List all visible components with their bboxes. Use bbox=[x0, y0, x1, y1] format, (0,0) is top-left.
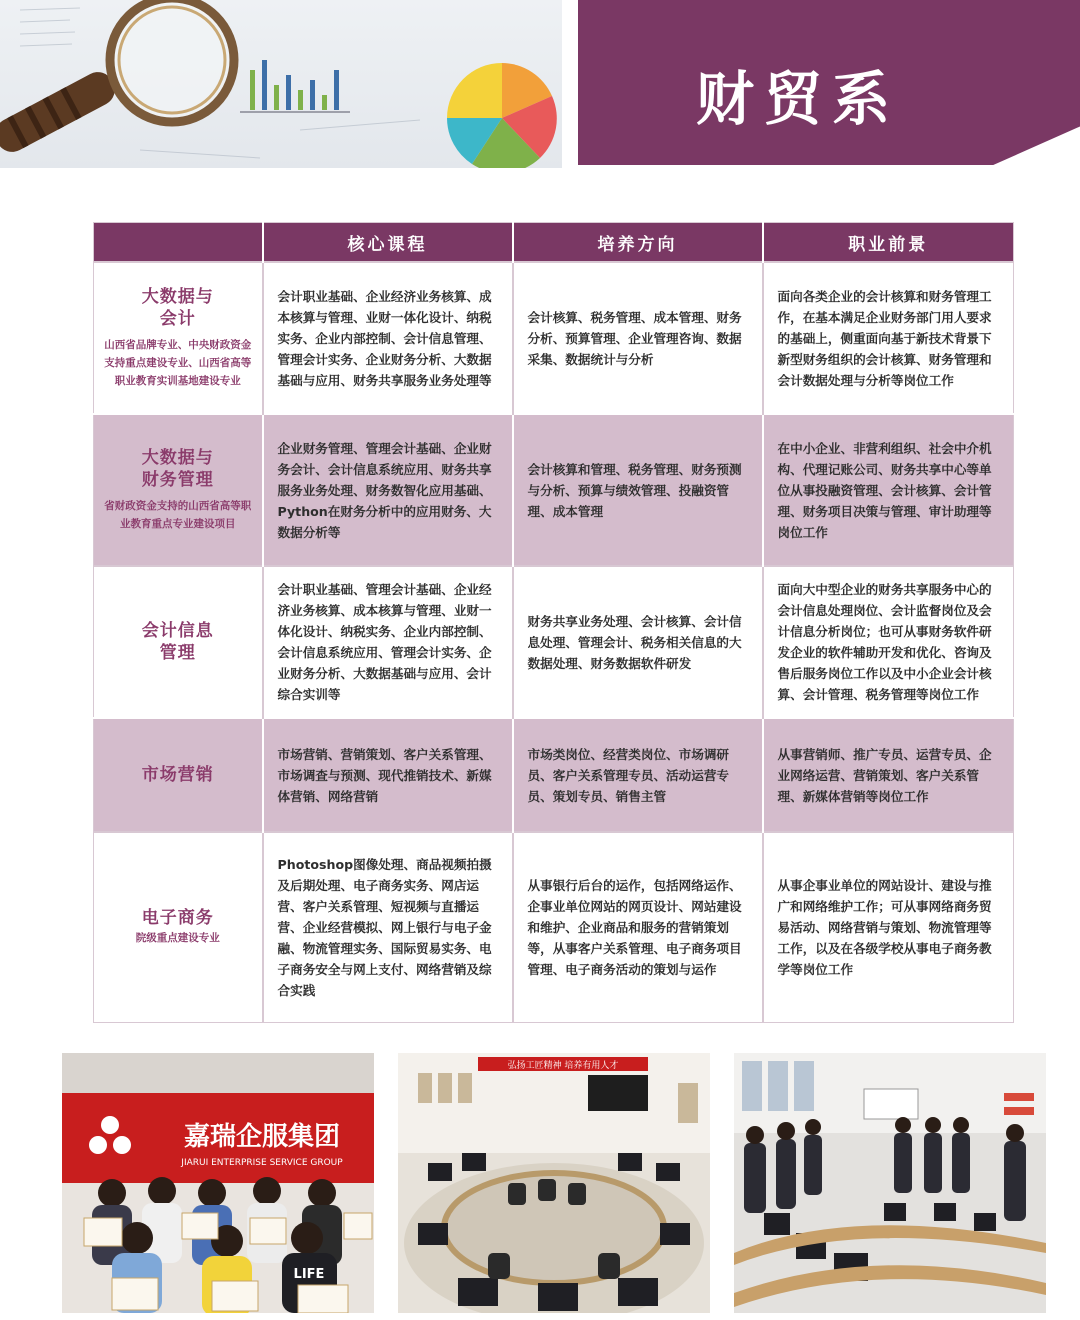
photo-training-room bbox=[734, 1053, 1046, 1313]
program-name: 大数据与 会计 bbox=[141, 287, 214, 329]
header-cell-courses: 核心课程 bbox=[263, 223, 513, 263]
table-row bbox=[94, 566, 1014, 718]
program-name: 电子商务 bbox=[141, 908, 214, 929]
direction-cell: 会计核算和管理、税务管理、财务预测与分析、预算与绩效管理、投融资管理、成本管理 bbox=[513, 414, 763, 566]
prospects-cell: 在中小企业、非营利组织、社会中介机构、代理记账公司、财务共享中心等单位从事投融资管理、会计核算、会计管理、财务项目决策与管理、审计助理等岗位工作 bbox=[763, 414, 1014, 566]
wall-screen bbox=[588, 1075, 648, 1111]
direction-cell: 市场类岗位、经营类岗位、市场调研员、客户关系管理专员、活动运营专员、策划专员、销售主管 bbox=[513, 718, 763, 832]
table-header-row bbox=[94, 223, 1014, 263]
program-cell bbox=[94, 832, 263, 1022]
magnifier-image bbox=[0, 0, 234, 158]
table-row bbox=[94, 262, 1014, 414]
pie-chart-image bbox=[447, 63, 557, 168]
program-cell bbox=[94, 262, 263, 414]
program-table bbox=[93, 222, 1014, 1023]
table-row bbox=[94, 718, 1014, 832]
header-cell-direction: 培养方向 bbox=[513, 223, 763, 263]
program-cell bbox=[94, 718, 263, 832]
program-name: 大数据与 财务管理 bbox=[141, 448, 214, 490]
prospects-cell: 从事营销师、推广专员、运营专员、企业网络运营、营销策划、客户关系管理、新媒体营销等岗位工作 bbox=[763, 718, 1014, 832]
table-row bbox=[94, 832, 1014, 1022]
banner-sign-text: 嘉瑞企服集团 bbox=[183, 1122, 341, 1152]
program-name: 市场营销 bbox=[141, 765, 214, 785]
windows bbox=[742, 1061, 814, 1111]
program-note: 山西省品牌专业、中央财政资金支持重点建设专业、山西省高等职业教育实训基地建设专业 bbox=[104, 339, 252, 387]
direction-cell: 从事银行后台的运作，包括网络运作、企事业单位网站的网页设计、网站建设和维护、企业商品和服务的营销策划等，从事客户关系管理、电子商务项目管理、电子商务活动的策划与运作 bbox=[513, 832, 763, 1022]
shirt-text: LIFE bbox=[293, 1267, 325, 1282]
program-cell bbox=[94, 566, 263, 718]
prospects-cell: 从事企事业单位的网站设计、建设与推广和网络维护工作；可从事网络商务贸易活动、网络营销与策划、物流管理等工作，以及在各级学校从事电子商务教学等岗位工作 bbox=[763, 832, 1014, 1022]
page-title: 财贸系 bbox=[695, 65, 900, 133]
photo-certificate-group bbox=[62, 1053, 374, 1313]
whiteboard bbox=[864, 1089, 918, 1119]
courses-cell: 企业财务管理、管理会计基础、企业财务会计、会计信息系统应用、财务共享服务业务处理、财务数智化应用基础、Python在财务分析中的应用财务、大数据分析等 bbox=[263, 414, 513, 566]
direction-cell: 会计核算、税务管理、成本管理、财务分析、预算管理、企业管理咨询、数据采集、数据统计与分析 bbox=[513, 262, 763, 414]
header-cell-prospects: 职业前景 bbox=[763, 223, 1014, 263]
prospects-cell: 面向大中型企业的财务共享服务中心的会计信息处理岗位、会计监督岗位及会计信息分析岗位；也可从事财务软件研发企业的软件辅助开发和优化、咨询及售后服务岗位工作以及中小企业会计核算、会计管理、税务管理等岗位工作 bbox=[763, 566, 1014, 718]
classroom-banner-text: 弘扬工匠精神 培养有用人才 bbox=[507, 1061, 619, 1071]
courses-cell: 市场营销、营销策划、客户关系管理、市场调查与预测、现代推销技术、新媒体营销、网络营销 bbox=[263, 718, 513, 832]
banner-sign-en-text: JIARUI ENTERPRISE SERVICE GROUP bbox=[181, 1158, 343, 1168]
magnifier-chart-illustration bbox=[0, 0, 562, 168]
table-row bbox=[94, 414, 1014, 566]
courses-cell: 会计职业基础、管理会计基础、企业经济业务核算、成本核算与管理、业财一体化设计、纳税实务、企业内部控制、会计信息系统应用、管理会计实务、企业财务分析、大数据基础与应用、会计综合实训等 bbox=[263, 566, 513, 718]
direction-cell: 财务共享业务处理、会计核算、会计信息处理、管理会计、税务相关信息的大数据处理、财务数据软件研发 bbox=[513, 566, 763, 718]
photo-computer-lab bbox=[398, 1053, 710, 1313]
program-cell bbox=[94, 414, 263, 566]
bar-chart-image bbox=[240, 60, 350, 112]
program-name: 会计信息 管理 bbox=[141, 621, 214, 663]
courses-cell: 会计职业基础、企业经济业务核算、成本核算与管理、业财一体化设计、纳税实务、企业内部控制、会计信息管理、管理会计实务、企业财务分析、大数据基础与应用、财务共享服务业务处理等 bbox=[263, 262, 513, 414]
courses-cell: Photoshop图像处理、商品视频拍摄及后期处理、电子商务实务、网店运营、客户关系管理、短视频与直播运营、企业经营模拟、网上银行与电子金融、物流管理实务、国际贸易实务、电子商务安全与网上支付、网络营销及综合实践 bbox=[263, 832, 513, 1022]
header-cell-empty bbox=[94, 223, 263, 263]
program-note: 省财政资金支持的山西省高等职业教育重点专业建设项目 bbox=[104, 500, 252, 530]
program-note: 院级重点建设专业 bbox=[135, 932, 220, 945]
header-photo bbox=[0, 0, 562, 168]
prospects-cell: 面向各类企业的会计核算和财务管理工作，在基本满足企业财务部门用人要求的基础上，侧重面向基于新技术背景下新型财务组织的会计核算、财务管理和会计数据处理与分析等岗位工作 bbox=[763, 262, 1014, 414]
